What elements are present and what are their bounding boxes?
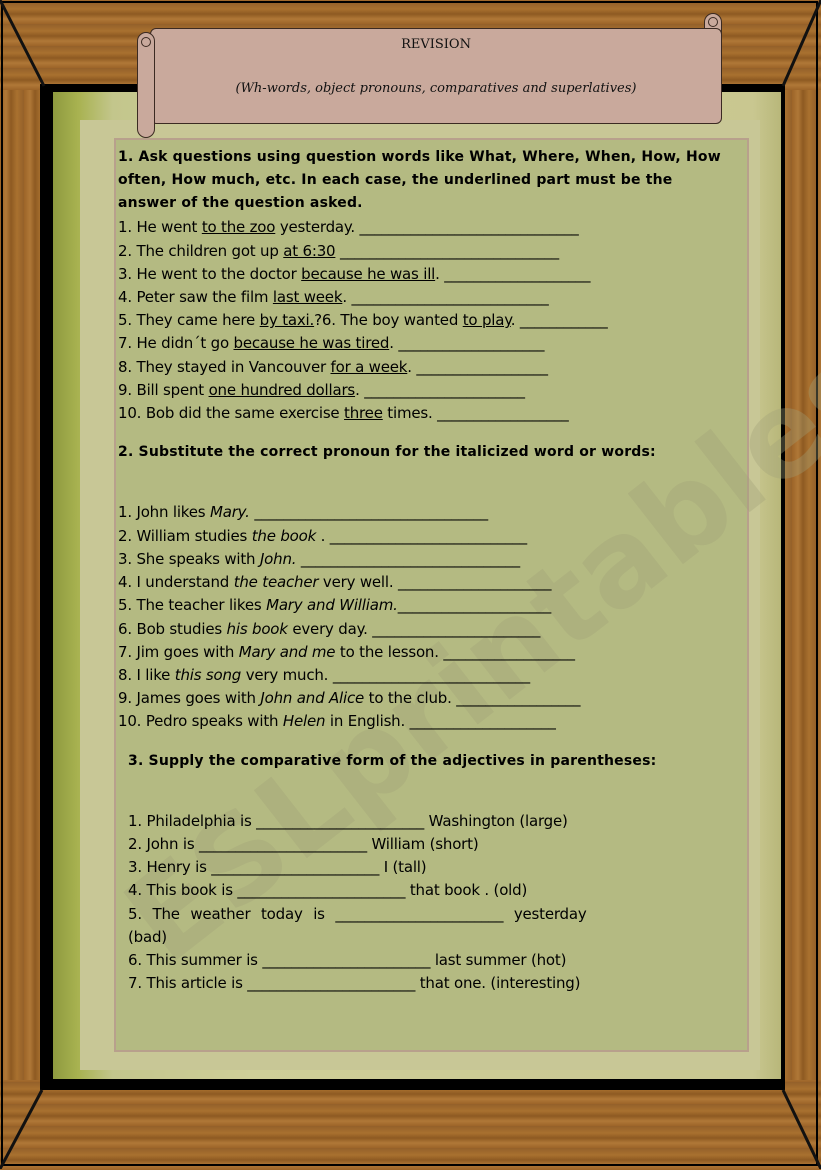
section3-item: 3. Henry is _______________________ I (tall) [128, 858, 427, 876]
section1-item: 9. Bill spent one hundred dollars. ______________________ [118, 381, 525, 399]
section3-item-continued: (bad) [128, 928, 167, 946]
worksheet-title: REVISION [401, 37, 471, 52]
section1-heading-line3: answer of the question asked. [118, 195, 363, 211]
section2-item: 7. Jim goes with Mary and me to the lesson. __________________ [118, 643, 575, 661]
section3-item: 6. This summer is _______________________ last summer (hot) [128, 951, 567, 969]
section2-item: 5. The teacher likes Mary and William._____________________ [118, 596, 551, 614]
section2-item: 10. Pedro speaks with Helen in English. ____________________ [118, 712, 556, 730]
section1-heading-line1: 1. Ask questions using question words like What, Where, When, How, How [118, 149, 721, 165]
section1-item: 2. The children got up at 6:30 ______________________________ [118, 242, 559, 260]
section1-item: 1. He went to the zoo yesterday. ______________________________ [118, 218, 579, 236]
section2-item: 1. John likes Mary. ________________________________ [118, 503, 488, 521]
section2-item: 3. She speaks with John. ______________________________ [118, 550, 520, 568]
section2-item: 4. I understand the teacher very well. _____________________ [118, 573, 552, 591]
section2-item: 6. Bob studies his book every day. _______________________ [118, 620, 541, 638]
section1-item: 8. They stayed in Vancouver for a week. __________________ [118, 358, 548, 376]
section3-item: 2. John is _______________________ William (short) [128, 835, 479, 853]
section1-item: 10. Bob did the same exercise three times. __________________ [118, 404, 569, 422]
section2-item: 9. James goes with John and Alice to the club. _________________ [118, 689, 581, 707]
worksheet-subtitle: (Wh-words, object pronouns, comparatives and superlatives) [235, 81, 637, 96]
section3-item: 4. This book is _______________________ that book . (old) [128, 881, 528, 899]
section1-item: 3. He went to the doctor because he was ill. ____________________ [118, 265, 591, 283]
section3-item: 1. Philadelphia is _______________________ Washington (large) [128, 812, 568, 830]
section2-item: 2. William studies the book . ___________________________ [118, 527, 527, 545]
section2-item: 8. I like this song very much. ___________________________ [118, 666, 530, 684]
section3-item: 7. This article is _______________________ that one. (interesting) [128, 974, 581, 992]
section1-item: 4. Peter saw the film last week. ___________________________ [118, 288, 549, 306]
section1-item: 7. He didn´t go because he was tired. ____________________ [118, 334, 545, 352]
section1-heading-line2: often, How much, etc. In each case, the underlined part must be the [118, 172, 673, 188]
section1-item: 5. They came here by taxi.?6. The boy wanted to play. ____________ [118, 311, 608, 329]
section3-heading: 3. Supply the comparative form of the adjectives in parentheses: [128, 753, 657, 769]
section3-item: 5. The weather today is _______________________ yesterday [128, 905, 587, 923]
section2-heading: 2. Substitute the correct pronoun for the italicized word or words: [118, 444, 656, 460]
